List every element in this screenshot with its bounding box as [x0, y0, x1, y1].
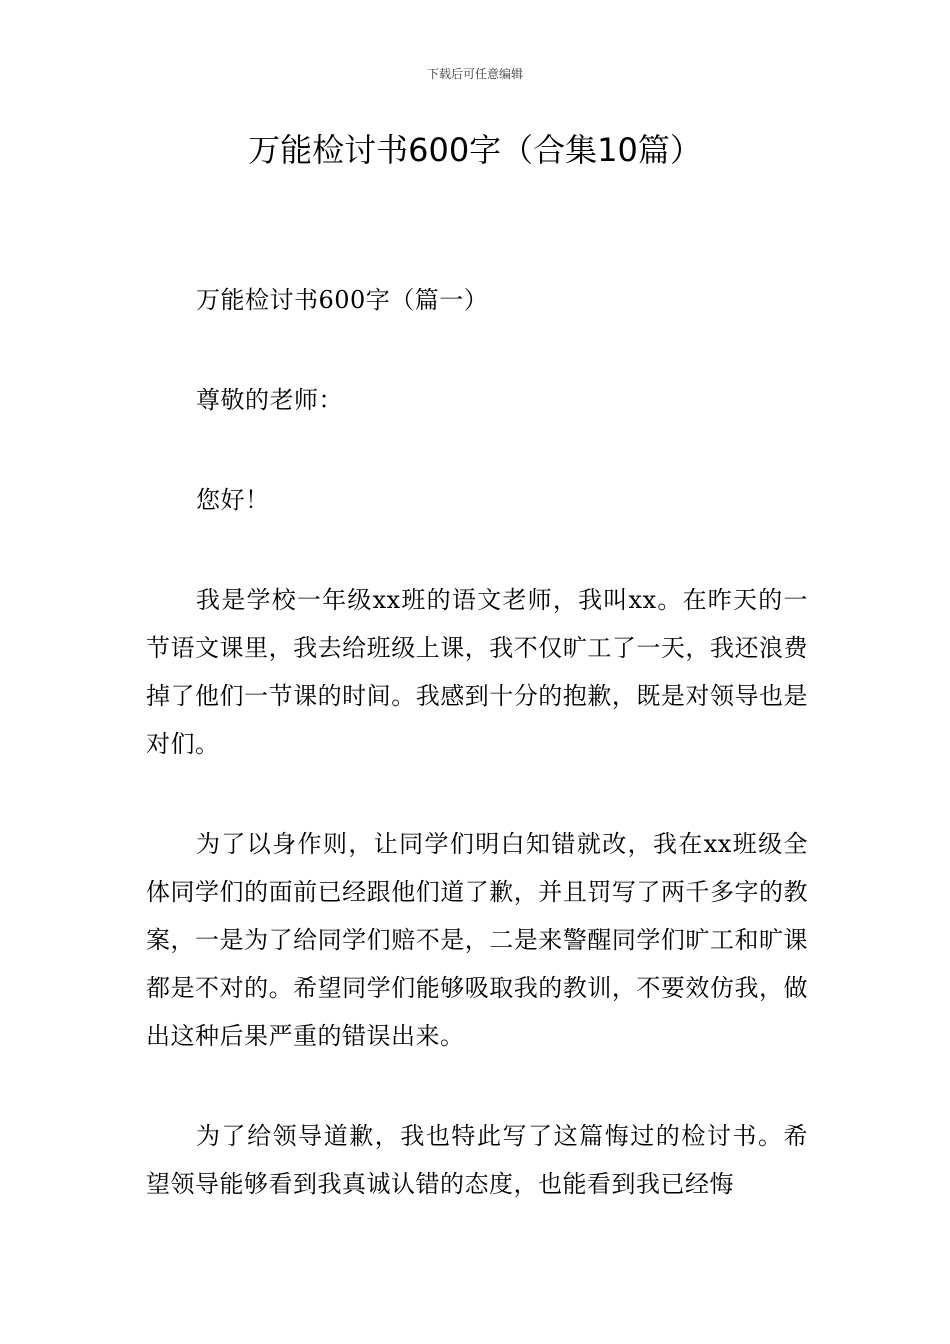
paragraph-gap	[146, 424, 808, 476]
paragraph-gap	[146, 768, 808, 820]
greeting: 您好！	[196, 486, 270, 514]
salutation: 尊敬的老师：	[196, 386, 343, 414]
header-note: 下载后可任意编辑	[426, 67, 523, 81]
document-title: 万能检讨书600字（合集10篇）	[248, 131, 702, 169]
paragraph-gap	[146, 524, 808, 576]
paragraph-gap	[146, 324, 808, 376]
document-body	[146, 276, 808, 1208]
body-paragraph: 为了给领导道歉，我也特此写了这篇悔过的检讨书。希望领导能够看到我真诚认错的态度，也能看到我已经悔	[146, 1122, 808, 1198]
body-paragraph: 我是学校一年级xx班的语文老师，我叫xx。在昨天的一节语文课里，我去给班级上课，我不仅旷工了一天，我还浪费掉了他们一节课的时间。我感到十分的抱歉，既是对领导也是对们。	[146, 586, 808, 758]
paragraph-gap	[146, 1060, 808, 1112]
body-paragraph: 为了以身作则，让同学们明白知错就改，我在xx班级全体同学们的面前已经跟他们道了歉，并且罚写了两千多字的教案，一是为了给同学们赔不是，二是来警醒同学们旷工和旷课都是不对的。希望同学们能够吸取我的教训，不要效仿我，做出这种后果严重的错误出来。	[146, 830, 808, 1050]
section-heading: 万能检讨书600字（篇一）	[196, 286, 489, 314]
